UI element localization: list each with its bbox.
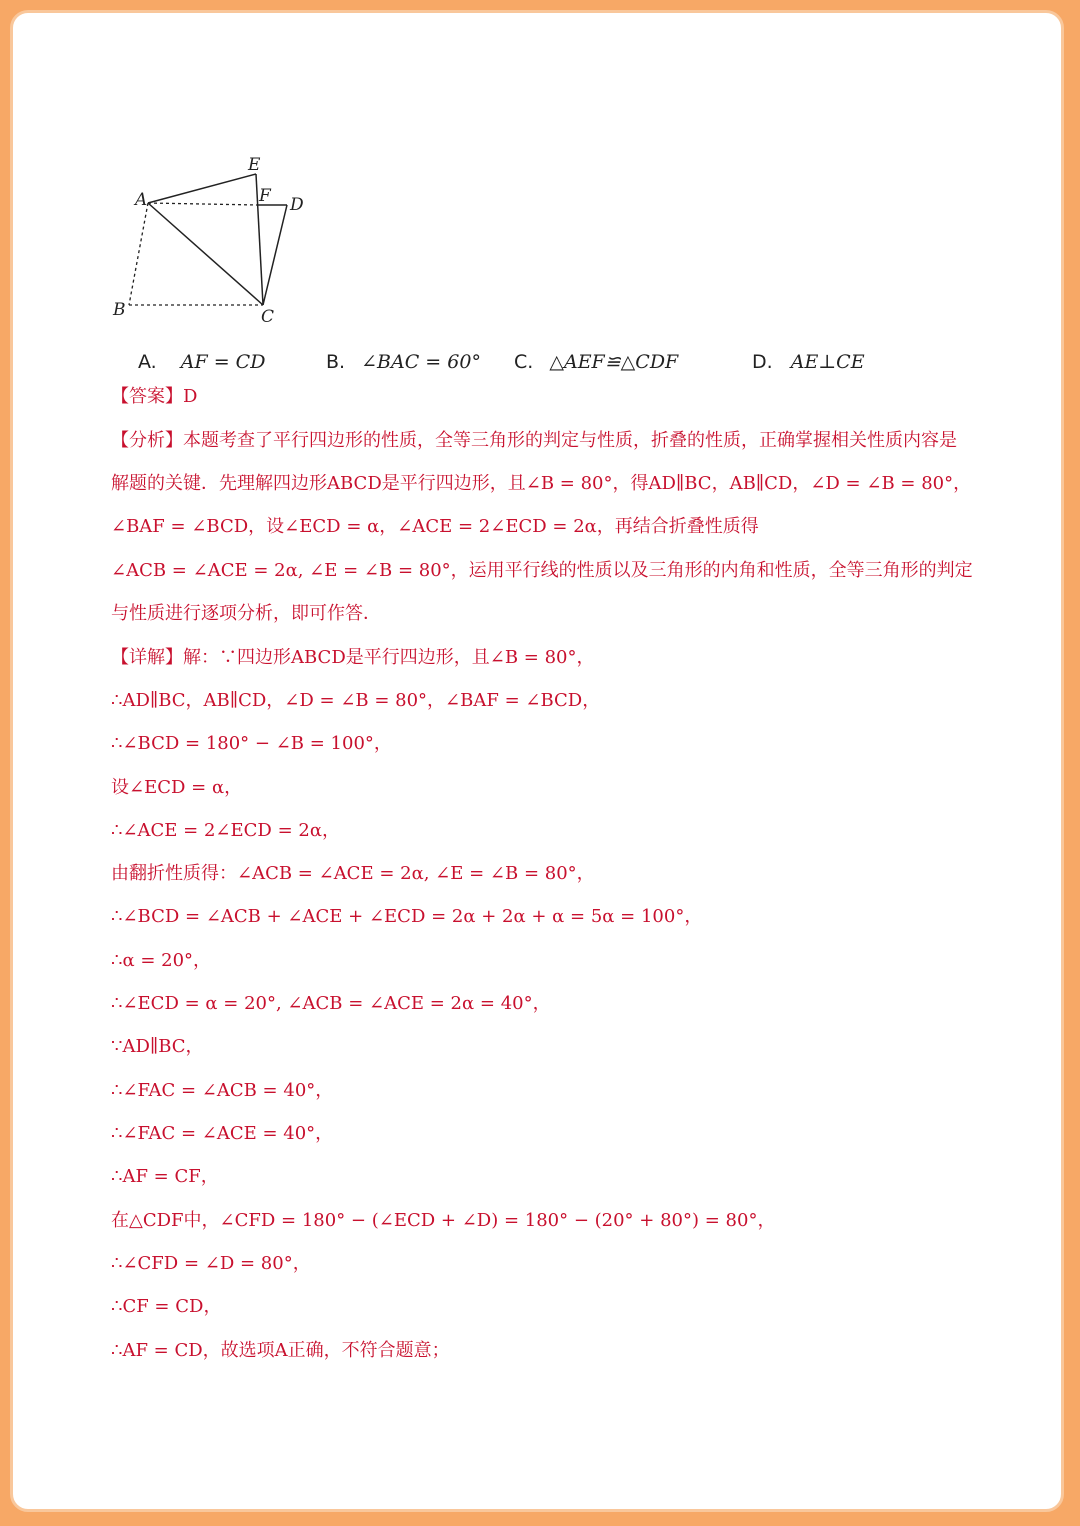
parallelogram-fold-diagram <box>103 148 323 333</box>
detail-line-12: ∴∠FAC = ∠ACE = 40°， <box>111 1123 334 1144</box>
option-a <box>138 351 326 373</box>
label-d: D <box>290 195 304 215</box>
detail-line-1: 【详解】解：∵四边形ABCD是平行四边形，且∠B = 80°， <box>111 647 595 668</box>
label-f: F <box>259 186 271 206</box>
detail-line-15: ∴∠CFD = ∠D = 80°， <box>111 1253 311 1274</box>
label-e: E <box>248 155 261 175</box>
detail-line-5: ∴∠ACE = 2∠ECD = 2α， <box>111 820 340 841</box>
analysis-line-5: 与性质进行逐项分析，即可作答． <box>111 603 381 624</box>
option-d-letter: D. <box>752 351 773 373</box>
label-b: B <box>113 300 126 320</box>
option-d <box>752 351 865 373</box>
option-b-letter: B. <box>326 351 346 373</box>
option-b-text: ∠BAC = 60° <box>361 351 481 373</box>
option-a-letter: A. <box>138 351 157 373</box>
analysis-line-2: 解题的关键．先理解四边形ABCD是平行四边形，且∠B = 80°，得AD∥BC，AB∥CD，∠D = ∠B = 80°， <box>111 473 972 494</box>
detail-line-9: ∴∠ECD = α = 20°, ∠ACB = ∠ACE = 2α = 40°， <box>111 993 551 1014</box>
answer-options <box>138 351 865 373</box>
detail-line-17: ∴AF = CD，故选项A正确，不符合题意； <box>111 1340 450 1361</box>
detail-line-4: 设∠ECD = α， <box>111 777 243 798</box>
detail-line-7: ∴∠BCD = ∠ACB + ∠ACE + ∠ECD = 2α + 2α + α = 5α = 100°， <box>111 906 703 927</box>
option-c-text: △AEF≌△CDF <box>549 351 679 373</box>
option-b <box>326 351 514 373</box>
detail-line-14: 在△CDF中，∠CFD = 180° − (∠ECD + ∠D) = 180° − (20° + 80°) = 80°， <box>111 1210 776 1231</box>
option-c-letter: C. <box>514 351 534 373</box>
analysis-line-3: ∠BAF = ∠BCD，设∠ECD = α，∠ACE = 2∠ECD = 2α，再结合折叠性质得 <box>111 516 759 537</box>
edge-ac <box>148 203 263 305</box>
analysis-line-1: 【分析】本题考查了平行四边形的性质，全等三角形的判定与性质，折叠的性质，正确掌握相关性质内容是 <box>111 430 957 451</box>
detail-line-16: ∴CF = CD， <box>111 1296 222 1317</box>
edge-af-dashed <box>148 203 258 205</box>
detail-line-8: ∴α = 20°， <box>111 950 212 971</box>
edge-ab-dashed <box>129 203 148 305</box>
detail-line-2: ∴AD∥BC，AB∥CD，∠D = ∠B = 80°，∠BAF = ∠BCD， <box>111 690 601 711</box>
option-a-text: AF = CD <box>180 351 266 373</box>
label-a: A <box>135 190 148 210</box>
detail-line-13: ∴AF = CF， <box>111 1166 219 1187</box>
analysis-line-4: ∠ACB = ∠ACE = 2α, ∠E = ∠B = 80°，运用平行线的性质以及三角形的内角和性质，全等三角形的判定 <box>111 560 973 581</box>
edge-dc <box>263 205 287 305</box>
label-c: C <box>261 307 275 327</box>
answer-line: 【答案】D <box>111 386 198 407</box>
option-c <box>514 351 752 373</box>
option-d-text: AE⊥CE <box>790 351 865 373</box>
edge-ae <box>148 174 256 203</box>
detail-line-10: ∵AD∥BC， <box>111 1036 204 1057</box>
detail-line-6: 由翻折性质得：∠ACB = ∠ACE = 2α, ∠E = ∠B = 80°， <box>111 863 595 884</box>
detail-line-11: ∴∠FAC = ∠ACB = 40°， <box>111 1080 334 1101</box>
detail-line-3: ∴∠BCD = 180° − ∠B = 100°， <box>111 733 392 754</box>
geometry-figure <box>103 148 323 333</box>
page-frame <box>10 10 1064 1512</box>
